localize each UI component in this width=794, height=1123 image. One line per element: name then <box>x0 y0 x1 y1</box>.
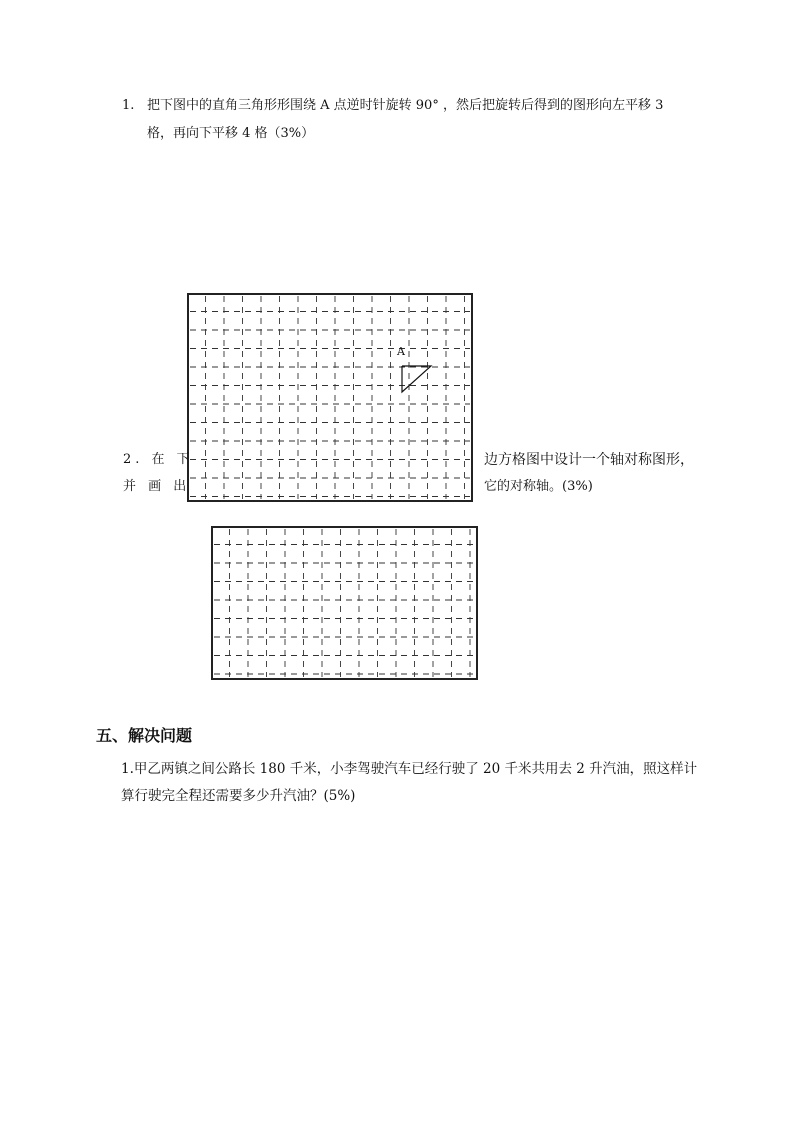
grid-border <box>212 527 477 679</box>
question-1-number: 1. <box>122 98 135 113</box>
question-2-text-left2: 并 画 出 <box>123 479 191 494</box>
right-triangle <box>402 366 431 392</box>
rotation-grid <box>187 293 474 503</box>
question-1-text-line1: 把下图中的直角三角形形围绕 A 点逆时针旋转 90° ，然后把旋转后得到的图形向左平移 3 <box>147 98 664 113</box>
problem-1-text-line1: 1.甲乙两镇之间公路长 180 千米，小李驾驶汽车已经行驶了 20 千米共用去 2 升汽油，照这样计 <box>121 761 698 777</box>
question-1-text-line2: 格，再向下平移 4 格（3%） <box>147 126 315 141</box>
grid-dashes <box>190 296 470 499</box>
symmetry-grid <box>211 526 479 682</box>
problem-1-text-line2: 算行驶完全程还需要多少升汽油？(5%) <box>121 788 356 804</box>
point-a-label: A <box>397 345 405 358</box>
grid-dashes <box>214 529 475 677</box>
question-2-text-left1: 2. 在 下 <box>123 452 194 467</box>
question-2-text-right1: 边方格图中设计一个轴对称图形， <box>484 452 694 468</box>
section-title: 五、解决问题 <box>96 726 193 745</box>
question-2-text-right2: 它的对称轴。(3%) <box>484 479 593 494</box>
grid-border <box>188 294 472 501</box>
